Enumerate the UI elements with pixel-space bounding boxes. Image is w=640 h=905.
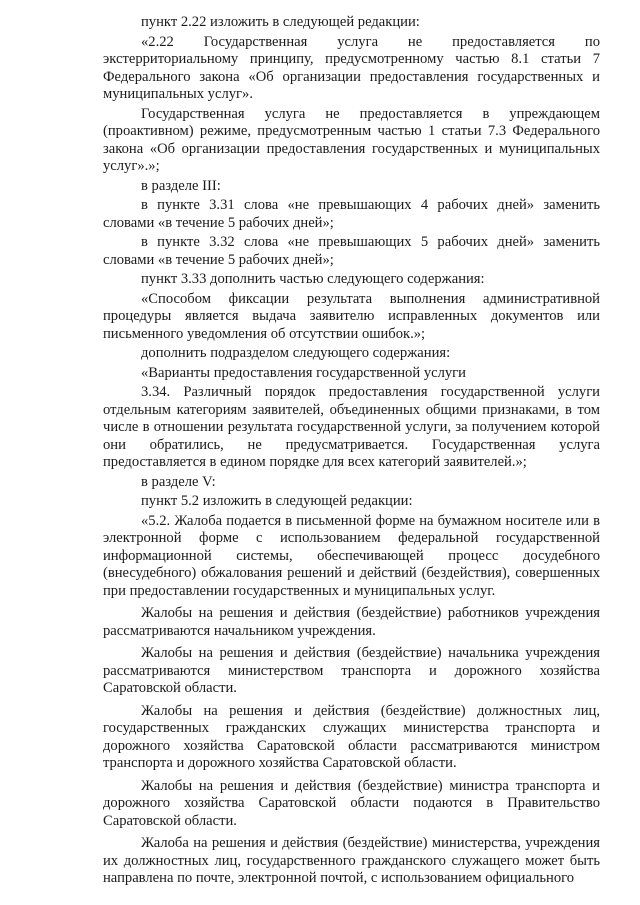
paragraph-5-2-intro: пункт 5.2 изложить в следующей редакции: <box>141 493 413 509</box>
paragraph-complaints-officials: Жалобы на решения и действия (бездействие) должностных лиц, государственных гражданских служащих министерства транспорта и дорожного хозяйства Саратовской области рассматриваются министром транспорта и дорожного хозяйства Саратовской области. <box>103 702 600 771</box>
paragraph-subsection-intro: дополнить подразделом следующего содержания: <box>141 345 451 361</box>
paragraph-3-33-text: «Способом фиксации результата выполнения административной процедуры является выдача заявителю исправленных документов или письменного уведомления об отсутствии ошибок.»; <box>103 290 600 342</box>
paragraph-3-33-intro: пункт 3.33 дополнить частью следующего содержания: <box>141 271 485 287</box>
paragraph-item-2-22-intro: пункт 2.22 изложить в следующей редакции: <box>141 14 420 30</box>
paragraph-3-34: 3.34. Различный порядок предоставления государственной услуги отдельным категориям заявителей, объединенных общими признаками, в том числе в отношении результата государственной услуги, за получением которой они обратились, не предусматривается. Государственная услуга предоставляется в едином порядке для всех категорий заявителей.»; <box>103 384 600 470</box>
paragraph-subsection-heading: «Варианты предоставления государственной услуги <box>141 364 466 381</box>
paragraph-complaints-channels: Жалоба на решения и действия (бездействие) министерства, учреждения их должностных лиц, государственного гражданского служащего может быть направлена по почте, электронной почтой, с использованием официального <box>103 835 600 886</box>
paragraph-complaints-minister: Жалобы на решения и действия (бездействие) министра транспорта и дорожного хозяйства Саратовской области подаются в Правительство Саратовской области. <box>103 777 600 829</box>
paragraph-3-31: в пункте 3.31 слова «не превышающих 4 рабочих дней» заменить словами «в течение 5 рабочих дней»; <box>103 197 600 231</box>
paragraph-complaints-head: Жалобы на решения и действия (бездействие) начальника учреждения рассматриваются министерством транспорта и дорожного хозяйства Саратовской области. <box>103 645 600 696</box>
paragraph-5-2-text: «5.2. Жалоба подается в письменной форме на бумажном носителе или в электронной форме с использованием федеральной государственной информационной системы, обеспечивающей процесс досудебного (внесудебного) обжалования решений и действий (бездействия), совершенных при предоставлении государственных и муниципальных услуг. <box>103 512 600 599</box>
document-page <box>103 14 600 893</box>
paragraph-complaints-workers: Жалобы на решения и действия (бездействие) работников учреждения рассматриваются начальником учреждения. <box>103 605 600 639</box>
paragraph-2-22-text: «2.22 Государственная услуга не предоставляется по экстерриториальному принципу, предусмотренному частью 8.1 статьи 7 Федерального закона «Об организации предоставления государственных и муниципальных услуг». <box>103 33 600 102</box>
paragraph-proactive-mode: Государственная услуга не предоставляется в упреждающем (проактивном) режиме, предусмотренным частью 1 статьи 7.3 Федерального закона «Об организации предоставления государственных и муниципальных услуг».»; <box>103 105 600 174</box>
paragraph-3-32: в пункте 3.32 слова «не превышающих 5 рабочих дней» заменить словами «в течение 5 рабочих дней»; <box>103 234 600 268</box>
paragraph-section-3: в разделе III: <box>141 177 221 194</box>
paragraph-section-5: в разделе V: <box>141 473 216 490</box>
